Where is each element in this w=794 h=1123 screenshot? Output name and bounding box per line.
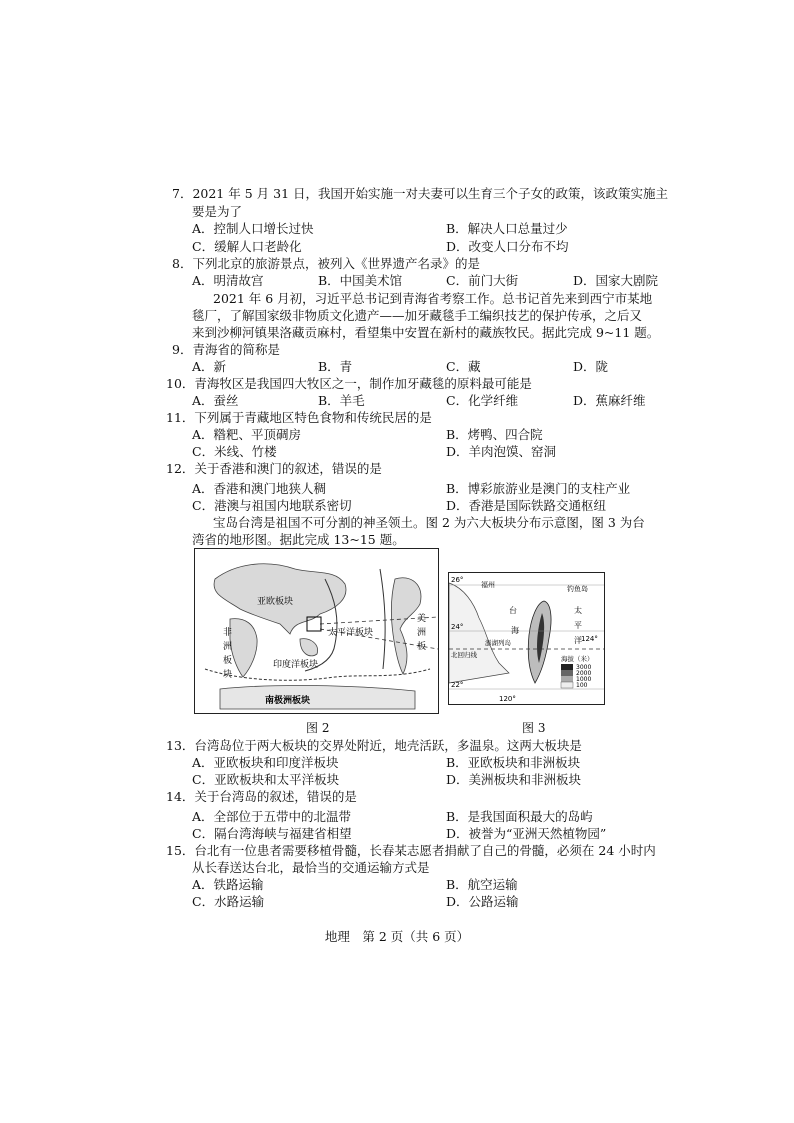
q10-option-a: A．蚕丝 <box>192 393 239 408</box>
q8-option-d: D．国家大剧院 <box>573 273 659 288</box>
q14-option-c: C．隔台湾海峡与福建省相望 <box>192 826 352 841</box>
label-africa-4: 块 <box>223 670 233 680</box>
q9-stem: 9．青海省的简称是 <box>172 342 280 357</box>
figure2-plates-map <box>194 548 439 714</box>
label-eurasia-plate: 亚欧板块 <box>257 597 294 607</box>
q10-option-d: D．蕉麻纤维 <box>573 393 646 408</box>
q9-option-b: B．青 <box>318 359 353 374</box>
legend-100: 100 <box>576 682 588 689</box>
legend-1000: 1000 <box>576 676 592 683</box>
lat-26: 26° <box>451 576 464 584</box>
label-africa-1: 非 <box>223 628 233 638</box>
q12-option-a: A．香港和澳门地狭人稠 <box>192 481 327 496</box>
q7-option-c: C．缓解人口老龄化 <box>192 239 302 254</box>
label-taiwan: 台 <box>509 606 517 615</box>
label-pacific-plate: 太平洋板块 <box>328 628 374 638</box>
legend-2000: 2000 <box>576 670 592 677</box>
label-pacific-2: 平 <box>574 621 582 630</box>
figure2-caption: 图 2 <box>306 721 330 735</box>
q9-option-a: A．新 <box>192 359 227 374</box>
q10-option-c: C．化学纤维 <box>446 393 519 408</box>
page-footer: 地理 第 2 页（共 6 页） <box>324 929 470 944</box>
q15-option-a: A．铁路运输 <box>192 877 264 892</box>
q11-option-d: D．羊肉泡馍、窑洞 <box>446 444 557 459</box>
q12-option-d: D．香港是国际铁路交通枢纽 <box>446 498 607 513</box>
passage2-line2: 湾省的地形图。据此完成 13~15 题。 <box>192 532 405 547</box>
label-america-3: 板 <box>417 642 427 652</box>
q7-option-d: D．改变人口分布不均 <box>446 239 569 254</box>
label-strait: 海 <box>511 626 519 635</box>
q13-option-c: C．亚欧板块和太平洋板块 <box>192 772 340 787</box>
lon-124: 124° <box>581 635 598 643</box>
q10-stem: 10．青海牧区是我国四大牧区之一，制作加牙藏毯的原料最可能是 <box>166 376 532 391</box>
q13-option-b: B．亚欧板块和非洲板块 <box>446 755 581 770</box>
passage1-line1: 2021 年 6 月初，习近平总书记到青海省考察工作。总书记首先来到西宁市某地 <box>213 291 653 306</box>
q9-option-d: D．陇 <box>573 359 609 374</box>
q9-option-c: C．藏 <box>446 359 481 374</box>
q15-option-b: B．航空运输 <box>446 877 518 892</box>
q8-option-a: A．明清故宫 <box>192 273 264 288</box>
q8-option-c: C．前门大街 <box>446 273 519 288</box>
label-indian-plate: 印度洋板块 <box>273 660 319 670</box>
label-pacific-3: 洋 <box>574 636 582 645</box>
legend-title: 海拔（米） <box>561 655 594 663</box>
q14-option-d: D．被誉为“亚洲天然植物园” <box>446 826 607 841</box>
legend-3000: 3000 <box>576 664 592 671</box>
q12-option-b: B．博彩旅游业是澳门的支柱产业 <box>446 481 631 496</box>
q14-option-a: A．全部位于五带中的北温带 <box>192 809 352 824</box>
q12-option-c: C．港澳与祖国内地联系密切 <box>192 498 352 513</box>
q8-option-b: B．中国美术馆 <box>318 273 403 288</box>
q15-stem-line1: 15．台北有一位患者需要移植骨髓，长春某志愿者捐献了自己的骨髓，必须在 24 小时内 <box>166 843 656 858</box>
passage1-line2: 毯厂，了解国家级非物质文化遗产——加牙藏毯手工编织技艺的保护传承，之后又 <box>192 308 643 323</box>
q13-option-a: A．亚欧板块和印度洋板块 <box>192 755 339 770</box>
q7-stem-line2: 要是为了 <box>192 204 243 219</box>
q14-option-b: B．是我国面积最大的岛屿 <box>446 809 593 824</box>
passage1-line3: 来到沙柳河镇果洛藏贡麻村，看望集中安置在新村的藏族牧民。据此完成 9~11 题。 <box>192 325 660 340</box>
figure3-taiwan-map <box>448 572 605 705</box>
q13-option-d: D．美洲板块和非洲板块 <box>446 772 582 787</box>
q13-stem: 13．台湾岛位于两大板块的交界处附近，地壳活跃，多温泉。这两大板块是 <box>166 738 582 753</box>
q11-option-c: C．米线、竹楼 <box>192 444 277 459</box>
elevation-legend <box>561 654 594 689</box>
q7-stem-line1: 7．2021 年 5 月 31 日，我国开始实施一对夫妻可以生育三个子女的政策，该政策实施主 <box>172 186 668 201</box>
q11-stem: 11．下列属于青藏地区特色食物和传统民居的是 <box>166 410 432 425</box>
label-diaoyu: 钓鱼岛 <box>567 585 588 593</box>
q15-stem-line2: 从长春送达台北，最恰当的交通运输方式是 <box>192 860 430 875</box>
q15-option-c: C．水路运输 <box>192 894 265 909</box>
q7-option-b: B．解决人口总量过少 <box>446 221 568 236</box>
figure3-caption: 图 3 <box>522 721 546 735</box>
passage2-line1: 宝岛台湾是祖国不可分割的神圣领土。图 2 为六大板块分布示意图，图 3 为台 <box>213 515 645 530</box>
label-africa-2: 洲 <box>223 642 233 652</box>
label-pacific-1: 太 <box>574 606 582 615</box>
q11-option-b: B．烤鸭、四合院 <box>446 427 543 442</box>
label-africa-3: 板 <box>223 656 233 666</box>
q12-stem: 12．关于香港和澳门的叙述，错误的是 <box>166 461 382 476</box>
q10-option-b: B．羊毛 <box>318 393 365 408</box>
q14-stem: 14．关于台湾岛的叙述，错误的是 <box>166 789 357 804</box>
label-america-1: 美 <box>417 614 427 624</box>
lat-24: 24° <box>451 623 464 631</box>
lat-22: 22° <box>451 681 464 689</box>
label-antarctic-plate: 南极洲板块 <box>265 696 311 706</box>
q15-option-d: D．公路运输 <box>446 894 519 909</box>
label-fuzhou: 福州 <box>481 581 495 589</box>
label-tropic: 北回归线 <box>451 651 477 659</box>
label-penghu: 澎湖列岛 <box>485 639 511 647</box>
lon-120: 120° <box>499 695 516 703</box>
q8-stem: 8．下列北京的旅游景点，被列入《世界遗产名录》的是 <box>172 256 480 271</box>
q7-option-a: A．控制人口增长过快 <box>192 221 314 236</box>
q11-option-a: A．糌粑、平顶碉房 <box>192 427 302 442</box>
label-america-2: 洲 <box>417 628 427 638</box>
